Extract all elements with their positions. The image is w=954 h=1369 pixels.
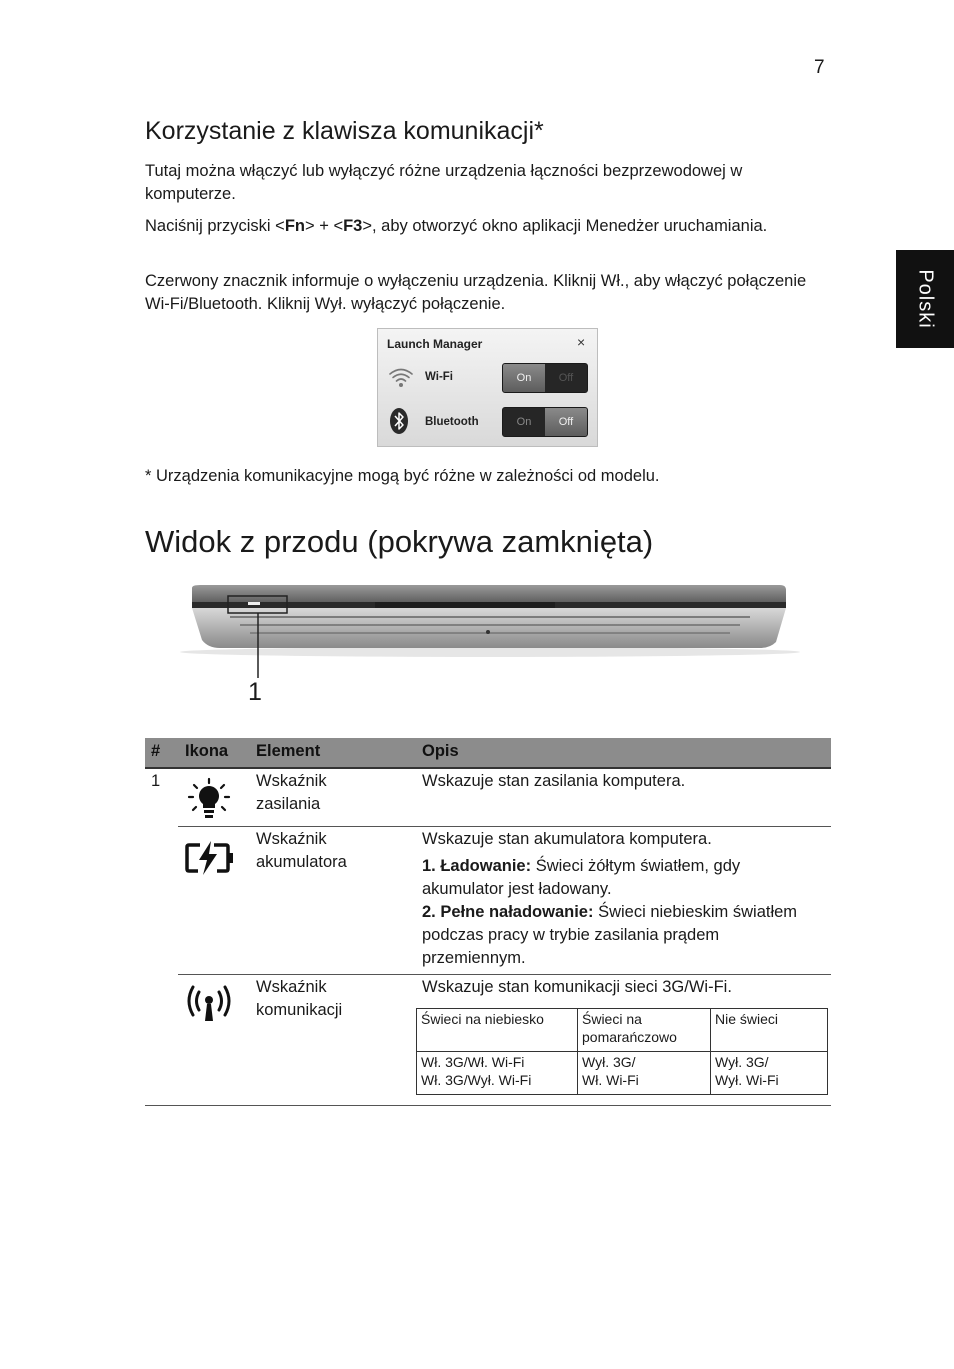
element-description: Wskazuje stan komunikacji sieci 3G/Wi-Fi. [422,978,732,996]
launch-manager-dialog [377,328,598,447]
header-element: Element [256,742,321,760]
wifi-icon [388,365,414,389]
wifi-toggle[interactable] [502,363,588,393]
element-name: Wskaźnik komunikacji [256,978,343,1019]
bluetooth-icon [389,407,409,435]
bluetooth-off-button[interactable]: Off [545,408,587,436]
wifi-label: Wi-Fi [425,371,453,383]
bluetooth-label: Bluetooth [425,416,479,428]
table-bottom-rule [145,1105,831,1106]
f3-key: F3 [343,217,363,235]
page-number: 7 [814,57,825,78]
table-header [145,738,831,769]
language-tab-label: Polski [914,269,937,329]
element-name: Wskaźnik zasilania [256,772,327,813]
footnote: * Urządzenia komunikacyjne mogą być różne w zależności od modelu. [145,467,660,485]
status-cell: Wł. 3G/Wł. Wi-Fi Wł. 3G/Wył. Wi-Fi [417,1052,578,1095]
charging-description: 1. Ładowanie: Świeci żółtym światłem, gdy akumulator jest ładowany. [422,857,741,898]
element-description: Wskazuje stan akumulatora komputera. 1. Ładowanie: Świeci żółtym światłem, gdy akumulator jest ładowany. 2. Pełne naładowanie: Świeci niebieskim światłem podczas pracy w trybie zasilania prądem przemiennym. [422,828,812,970]
callout-number: 1 [248,678,262,706]
main-heading: Widok z przodu (pokrywa zamknięta) [145,524,654,559]
battery-indicator-icon [184,840,234,876]
status-cell: Świeci na niebiesko [417,1009,578,1052]
header-num: # [151,742,161,760]
wifi-off-button[interactable]: Off [545,364,587,392]
full-charge-description: 2. Pełne naładowanie: Świeci niebieskim światłem podczas pracy w trybie zasilania prądem przemiennym. [422,903,798,967]
status-cell: Nie świeci [711,1009,828,1052]
close-icon[interactable]: × [577,334,586,350]
table-row [417,1052,828,1095]
bluetooth-on-button[interactable]: On [503,408,545,436]
row-divider [178,826,831,827]
row-number: 1 [151,772,161,790]
bluetooth-toggle[interactable] [502,407,588,437]
row-divider [178,974,831,975]
wireless-indicator-icon [184,983,234,1023]
wireless-status-table [416,1008,828,1095]
header-desc: Opis [422,742,459,760]
status-cell: Wył. 3G/ Wył. Wi-Fi [711,1052,828,1095]
fn-key: Fn [284,217,305,235]
table-row [417,1009,828,1052]
shortcut-paragraph: Naciśnij przyciski <Fn> + <F3>, aby otworzyć okno aplikacji Menedżer uruchamiania. [145,217,768,235]
power-indicator-icon [187,777,231,821]
status-cell: Wył. 3G/ Wł. Wi-Fi [578,1052,711,1095]
language-tab [896,250,954,348]
launch-manager-title: Launch Manager [387,337,483,351]
wifi-on-button[interactable]: On [503,364,545,392]
intro-paragraph: Tutaj można włączyć lub wyłączyć różne urządzenia łączności bezprzewodowej w komputerze. [145,162,743,203]
indicator-paragraph: Czerwony znacznik informuje o wyłączeniu urządzenia. Kliknij Wł., aby włączyć połączenie Wi-Fi/Bluetooth. Kliknij Wył. wyłączyć połączenie. [145,272,807,313]
laptop-front-view-image [170,580,810,680]
element-description: Wskazuje stan zasilania komputera. [422,772,686,790]
element-name: Wskaźnik akumulatora [256,830,347,871]
status-cell: Świeci na pomarańczowo [578,1009,711,1052]
header-icon: Ikona [185,742,229,760]
section-heading: Korzystanie z klawisza komunikacji* [145,117,544,145]
